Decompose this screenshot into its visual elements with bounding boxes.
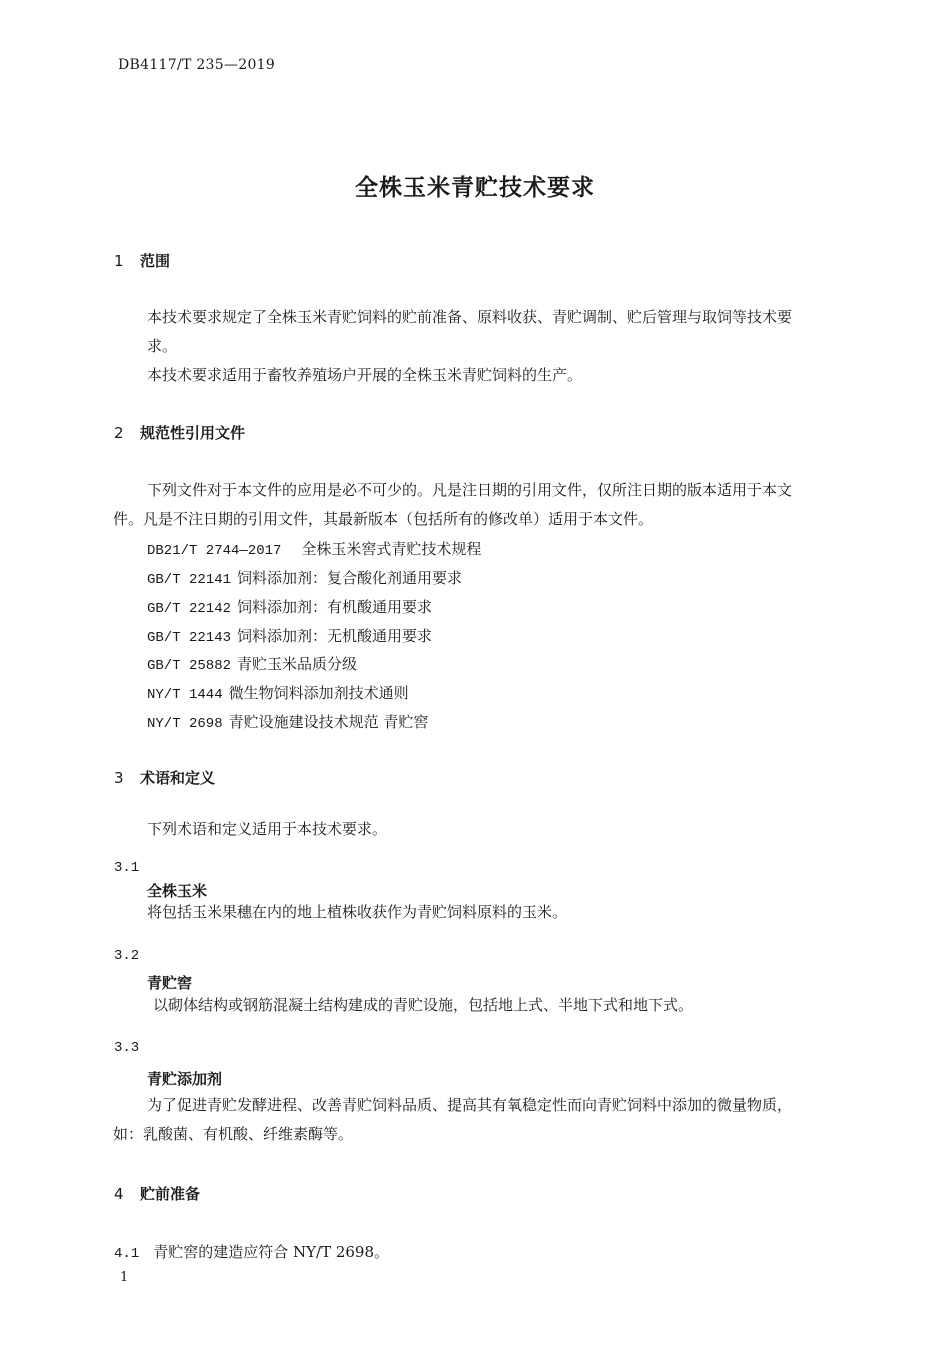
paragraph-line: 求。	[147, 337, 178, 355]
reference-item	[147, 625, 432, 646]
subclause-number: 3.2	[114, 948, 140, 964]
reference-item	[147, 538, 481, 559]
reference-title: 饲料添加剂：无机酸通用要求	[237, 627, 433, 645]
reference-item	[147, 567, 462, 588]
term-definition: 如：乳酸菌、有机酸、纤维素酶等。	[113, 1125, 354, 1143]
section-number: 1	[114, 252, 124, 270]
reference-item	[147, 682, 409, 703]
reference-title: 青贮玉米品质分级	[237, 655, 358, 673]
reference-title: 青贮设施建设技术规范 青贮窖	[228, 713, 429, 731]
subclause-number: 3.3	[114, 1040, 140, 1056]
reference-code: GB/T 22142	[147, 601, 232, 617]
term-definition: 为了促进青贮发酵进程、改善青贮饲料品质、提高其有氧稳定性而向青贮饲料中添加的微量物质，	[147, 1096, 793, 1114]
paragraph-line: 本技术要求适用于畜牧养殖场户开展的全株玉米青贮饲料的生产。	[147, 366, 583, 384]
section-title: 范围	[140, 252, 171, 270]
reference-code: DB21/T 2744—2017	[147, 543, 282, 559]
reference-code: GB/T 22143	[147, 630, 232, 646]
reference-code: GB/T 25882	[147, 658, 232, 674]
reference-title: 饲料添加剂：有机酸通用要求	[237, 598, 433, 616]
subclause-number: 3.1	[114, 860, 140, 876]
paragraph-line: 件。凡是不注日期的引用文件，其最新版本（包括所有的修改单）适用于本文件。	[113, 510, 654, 528]
section-heading-scope	[114, 250, 170, 271]
page-number: 1	[120, 1270, 129, 1285]
term-definition: 以砌体结构或钢筋混凝土结构建成的青贮设施，包括地上式、半地下式和地下式。	[153, 996, 694, 1014]
reference-item	[147, 711, 428, 732]
clause-item	[114, 1241, 389, 1262]
reference-code: NY/T 2698	[147, 716, 223, 732]
section-number: 4	[114, 1185, 124, 1203]
section-number: 3	[114, 769, 124, 787]
reference-code: GB/T 22141	[147, 572, 232, 588]
reference-title: 微生物饲料添加剂技术通则	[228, 684, 409, 702]
reference-title: 全株玉米窖式青贮技术规程	[301, 540, 482, 558]
section-title: 术语和定义	[140, 769, 216, 787]
reference-code: NY/T 1444	[147, 687, 223, 703]
clause-text: 青贮窖的建造应符合 NY/T 2698。	[153, 1243, 390, 1261]
section-title: 贮前准备	[140, 1185, 201, 1203]
section-number: 2	[114, 424, 124, 442]
reference-title: 饲料添加剂：复合酸化剂通用要求	[237, 569, 463, 587]
term-name: 青贮添加剂	[147, 1070, 223, 1088]
term-name: 青贮窖	[147, 974, 193, 992]
reference-item	[147, 596, 432, 617]
term-definition: 将包括玉米果穗在内的地上植株收获作为青贮饲料原料的玉米。	[147, 903, 568, 921]
section-heading-terms-definitions	[114, 767, 215, 788]
reference-item	[147, 653, 357, 674]
page-title: 全株玉米青贮技术要求	[355, 175, 595, 201]
term-name: 全株玉米	[147, 882, 208, 900]
section-title: 规范性引用文件	[140, 424, 246, 442]
paragraph-line: 下列术语和定义适用于本技术要求。	[147, 820, 388, 838]
clause-number: 4.1	[114, 1246, 140, 1262]
document-code: DB4117/T 235—2019	[118, 57, 276, 73]
paragraph-line: 下列文件对于本文件的应用是必不可少的。凡是注日期的引用文件，仅所注日期的版本适用于本文	[147, 481, 793, 499]
section-heading-normative-references	[114, 422, 245, 443]
section-heading-pre-storage-preparation	[114, 1183, 200, 1204]
paragraph-line: 本技术要求规定了全株玉米青贮饲料的贮前准备、原料收获、青贮调制、贮后管理与取饲等技术要	[147, 308, 793, 326]
